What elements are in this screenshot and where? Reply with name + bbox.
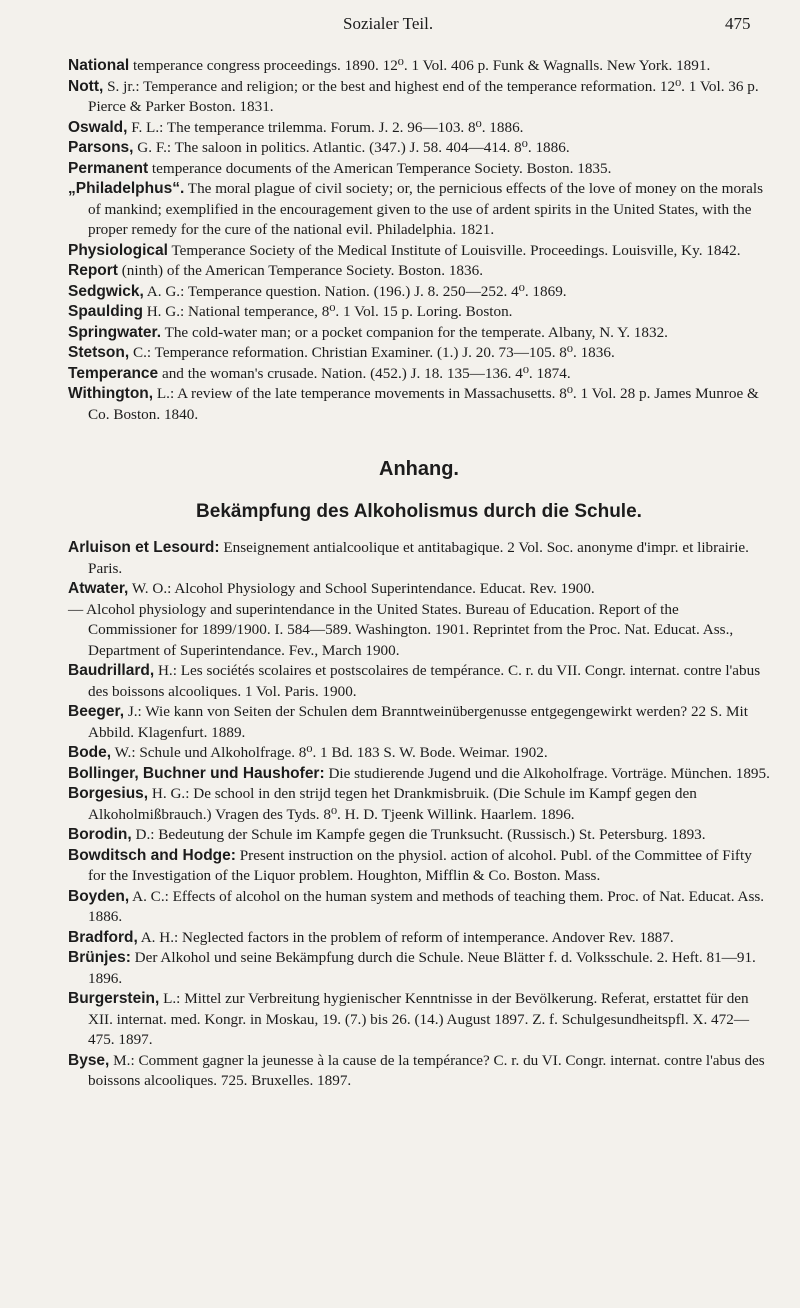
entry-author: „Philadelphus“. — [68, 180, 185, 197]
entry-text: W.: Schule und Alkoholfrage. 8⁰. 1 Bd. 183 S. W. Bode. Weimar. 1902. — [114, 744, 548, 761]
entry-text: — Alcohol physiology and superintendance in the United States. Bureau of Education. Report of the Commissioner for 1899/1900. I. 584—589. Washington. 1901. Reprintet from the Proc. Nat. Educat. Ass., Department of Superintendance. Fev., March 1900. — [68, 600, 734, 659]
bibliography-list-temperance — [68, 56, 770, 425]
bibliography-entry — [68, 538, 770, 579]
bibliography-entry — [68, 743, 770, 764]
bibliography-entry — [68, 323, 770, 344]
entry-author: Temperance — [68, 364, 159, 382]
entry-text: Der Alkohol und seine Bekämpfung durch die Schule. Neue Blätter f. d. Volksschule. 2. Heft. 81—91. 1896. — [88, 949, 756, 987]
bibliography-entry — [68, 241, 770, 262]
entry-author: Springwater. — [68, 323, 162, 341]
bibliography-content — [68, 56, 770, 1092]
entry-text: C.: Temperance reformation. Christian Examiner. (1.) J. 20. 73—105. 8⁰. 1836. — [132, 344, 615, 361]
entry-text: S. jr.: Temperance and religion; or the best and highest end of the temperance reformation. 12⁰. 1 Vol. 36 p. Pierce & Parker Boston. 1831. — [88, 77, 759, 115]
entry-text: H.: Les sociétés scolaires et postscolaires de tempérance. C. r. du VII. Congr. internat. contre l'abus des boissons alcooliques. 1 Vol. Paris. 1900. — [88, 662, 761, 700]
entry-author: Physiological — [68, 241, 168, 259]
entry-author: Beeger, — [68, 703, 125, 720]
bibliography-entry — [68, 600, 770, 662]
bibliography-entry — [68, 928, 770, 949]
entry-author: Byse, — [68, 1051, 110, 1069]
entry-author: Burgerstein, — [68, 990, 160, 1007]
entry-author: Stetson, — [68, 344, 130, 361]
entry-text: L.: Mittel zur Verbreitung hygienischer Kenntnisse in der Bevölkerung. Referat, erstattet für den XII. internat. med. Kongr. in Moskau, 19. (7.) bis 26. (14.) August 1897. Z. f. Schulgesundheitspfl. X. 472—475. 1897. — [88, 990, 750, 1048]
entry-text: A. G.: Temperance question. Nation. (196.) J. 8. 250—252. 4⁰. 1869. — [146, 282, 567, 300]
appendix-heading: Anhang. — [379, 458, 459, 480]
entry-text: D.: Bedeutung der Schule im Kampfe gegen die Trunksucht. (Russisch.) St. Petersburg. 1893. — [135, 826, 706, 843]
entry-text: temperance documents of the American Temperance Society. Boston. 1835. — [151, 159, 612, 177]
entry-author: Parsons, — [68, 139, 134, 156]
bibliography-entry — [68, 661, 770, 702]
entry-text: (ninth) of the American Temperance Society. Boston. 1836. — [121, 262, 483, 279]
bibliography-entry — [68, 364, 770, 385]
entry-author: Brünjes: — [68, 949, 131, 966]
entry-author: Boyden, — [68, 887, 130, 905]
bibliography-entry — [68, 1051, 770, 1092]
entry-author: Withington, — [68, 385, 154, 402]
entry-author: Bode, — [68, 744, 112, 761]
bibliography-entry — [68, 887, 770, 928]
entry-text: and the woman's crusade. Nation. (452.) J. 18. 135—136. 4⁰. 1874. — [161, 364, 571, 382]
bibliography-entry — [68, 302, 770, 323]
bibliography-entry — [68, 343, 770, 364]
entry-author: Report — [68, 262, 118, 279]
entry-text: J.: Wie kann von Seiten der Schulen dem Branntweinübergenusse entgegengewirkt werden? 22 S. Mit Abbild. Klagenfurt. 1889. — [88, 703, 748, 741]
bibliography-entry — [68, 764, 770, 785]
bibliography-entry — [68, 118, 770, 139]
bibliography-entry — [68, 159, 770, 180]
entry-text: Die studierende Jugend und die Alkoholfrage. Vorträge. München. 1895. — [328, 764, 770, 782]
entry-text: temperance congress proceedings. 1890. 12⁰. 1 Vol. 406 p. Funk & Wagnalls. New York. 1891. — [132, 57, 711, 74]
entry-text: W. O.: Alcohol Physiology and School Superintendance. Educat. Rev. 1900. — [131, 580, 595, 597]
entry-author: Atwater, — [68, 580, 129, 597]
entry-text: Temperance Society of the Medical Institute of Louisville. Proceedings. Louisville, Ky. 1842. — [171, 241, 741, 259]
entry-text: H. G.: De school in den strijd tegen het Drankmisbruik. (Die Schule im Kampf gegen den Alkoholmißbrauch.) Vragen des Tyds. 8⁰. H. D. Tjeenk Willink. Haarlem. 1896. — [88, 785, 697, 823]
entry-text: The cold-water man; or a pocket companion for the temperate. Albany, N. Y. 1832. — [164, 323, 668, 341]
entry-text: A. H.: Neglected factors in the problem of reform of intemperance. Andover Rev. 1887. — [140, 928, 674, 946]
entry-text: A. C.: Effects of alcohol on the human system and methods of teaching them. Proc. of Nat. Educat. Ass. 1886. — [88, 887, 765, 925]
entry-author: Sedgwick, — [68, 282, 144, 300]
entry-author: Bollinger, Buchner und Haushofer: — [68, 764, 325, 782]
bibliography-list-school — [68, 538, 770, 1092]
entry-author: Spaulding — [68, 303, 143, 320]
bibliography-entry — [68, 989, 770, 1051]
bibliography-entry — [68, 384, 770, 425]
entry-author: Borgesius, — [68, 785, 149, 802]
entry-author: Bowditsch and Hodge: — [68, 846, 236, 864]
entry-author: Baudrillard, — [68, 662, 155, 679]
entry-text: H. G.: National temperance, 8⁰. 1 Vol. 15 p. Loring. Boston. — [146, 303, 513, 320]
section-heading: Bekämpfung des Alkoholismus durch die Schule. — [196, 500, 642, 522]
bibliography-entry — [68, 846, 770, 887]
entry-text: The moral plague of civil society; or, the pernicious effects of the love of money on the morals of mankind; exemplified in the encouragement given to the use of ardent spirits in the United States, with the proper remedy for the cure of the national evil. Philadelphia. 1821. — [88, 180, 764, 238]
entry-text: Enseignement antialcoolique et antitabagique. 2 Vol. Soc. anonyme d'impr. et librairie. Paris. — [88, 539, 749, 577]
entry-text: Present instruction on the physiol. action of alcohol. Publ. of the Committee of Fifty for the Investigation of the Liquor problem. Houghton, Mifflin & Co. Boston. Mass. — [88, 846, 752, 884]
bibliography-entry — [68, 261, 770, 282]
page-number: 475 — [725, 14, 751, 33]
entry-author: Bradford, — [68, 928, 138, 946]
entry-author: Arluison et Lesourd: — [68, 539, 220, 556]
entry-author: Oswald, — [68, 118, 128, 136]
page-header — [0, 14, 800, 44]
bibliography-entry — [68, 138, 770, 159]
bibliography-entry — [68, 702, 770, 743]
entry-text: M.: Comment gagner la jeunesse à la cause de la tempérance? C. r. du VI. Congr. internat. contre l'abus des boissons alcooliques. 725. Bruxelles. 1897. — [88, 1051, 765, 1089]
bibliography-entry — [68, 282, 770, 303]
bibliography-entry — [68, 179, 770, 241]
bibliography-entry — [68, 579, 770, 600]
entry-author: Borodin, — [68, 826, 132, 843]
bibliography-entry — [68, 948, 770, 989]
entry-author: National — [68, 57, 130, 74]
entry-author: Nott, — [68, 77, 104, 95]
entry-text: F. L.: The temperance trilemma. Forum. J. 2. 96—103. 8⁰. 1886. — [131, 118, 524, 136]
bibliography-entry — [68, 77, 770, 118]
entry-text: L.: A review of the late temperance movements in Massachusetts. 8⁰. 1 Vol. 28 p. James Munroe & Co. Boston. 1840. — [88, 385, 759, 423]
entry-text: G. F.: The saloon in politics. Atlantic. (347.) J. 58. 404—414. 8⁰. 1886. — [137, 139, 570, 156]
bibliography-entry — [68, 784, 770, 825]
section-title: Sozialer Teil. — [343, 14, 434, 33]
bibliography-entry — [68, 825, 770, 846]
entry-author: Permanent — [68, 159, 149, 177]
bibliography-entry — [68, 56, 770, 77]
